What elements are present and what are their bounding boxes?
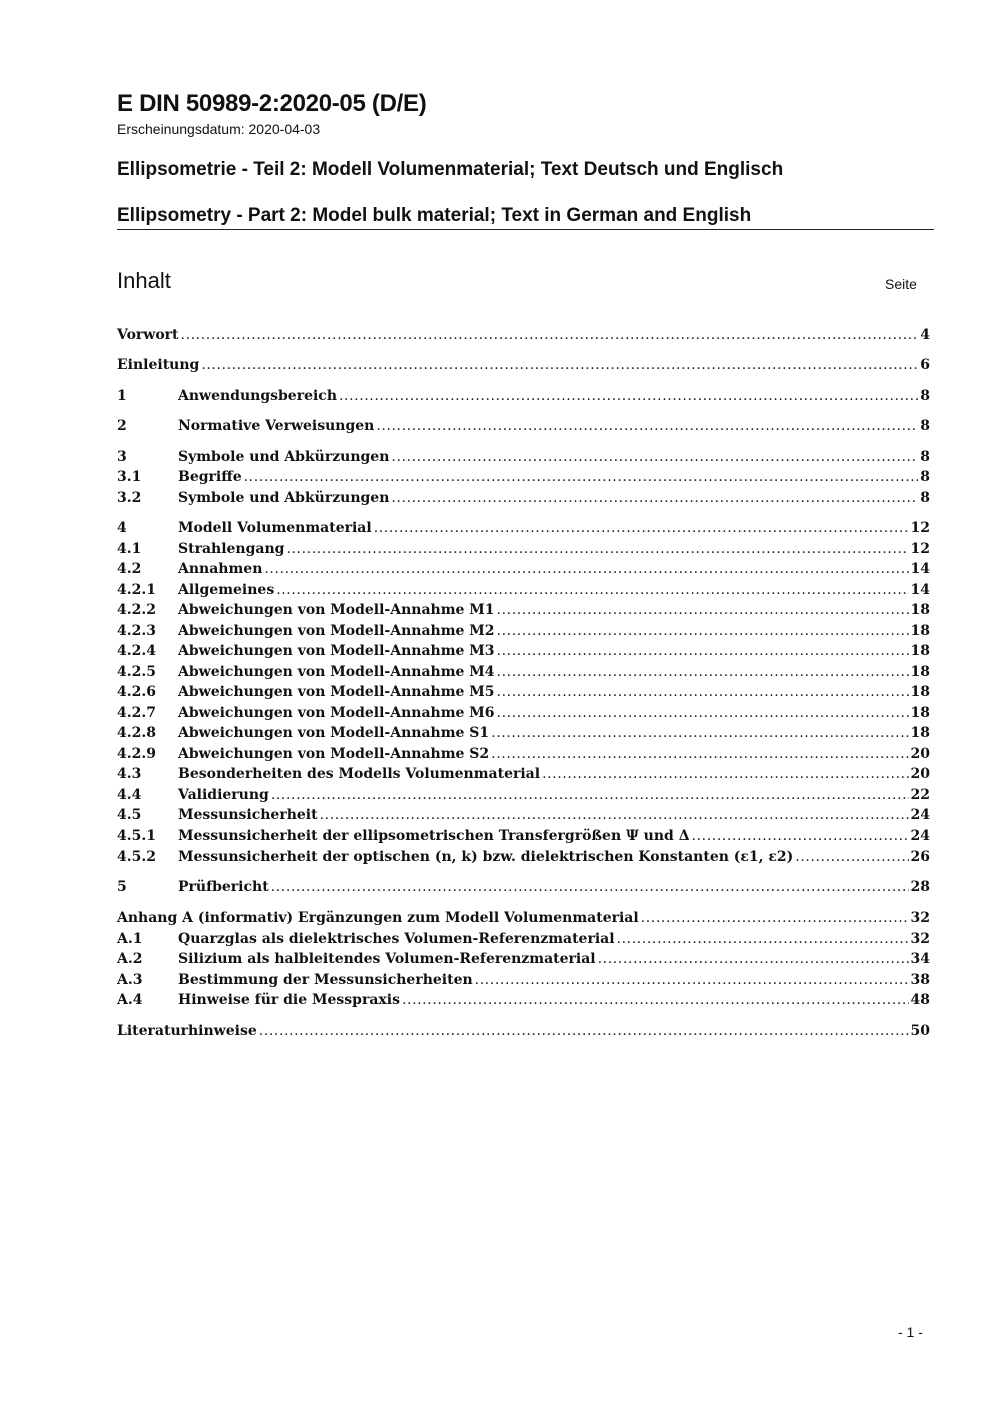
toc-entry-number: 4.2.8	[117, 725, 156, 741]
toc-dot-leader	[617, 929, 909, 949]
footer-page-number: - 1 -	[898, 1324, 923, 1340]
toc-entry-page: 14	[910, 561, 930, 577]
toc-dot-leader	[374, 518, 909, 538]
toc-entry-title: Strahlengang	[178, 541, 285, 557]
toc-entry-page: 32	[910, 931, 930, 947]
toc-entry-number: 4.2.4	[117, 643, 156, 659]
toc-dot-leader	[339, 386, 918, 406]
toc-entry-number: 4.2.5	[117, 664, 156, 680]
toc-entry-number: 2	[117, 418, 127, 434]
toc-entry-page: 14	[910, 582, 930, 598]
toc-entry[interactable]	[117, 467, 930, 487]
toc-entry-number: 4.2	[117, 561, 142, 577]
toc-dot-leader	[497, 703, 909, 723]
toc-entry-page: 4	[920, 327, 930, 343]
toc-entry[interactable]	[117, 1021, 930, 1041]
toc-dot-leader	[376, 416, 918, 436]
toc-entry-page: 8	[920, 388, 930, 404]
toc-entry-number: 3.1	[117, 469, 142, 485]
toc-entry[interactable]	[117, 826, 930, 846]
toc-entry-number: 4.2.1	[117, 582, 156, 598]
toc-dot-leader	[497, 682, 909, 702]
toc-dot-leader	[181, 325, 919, 345]
toc-entry[interactable]	[117, 949, 930, 969]
toc-entry-title: Symbole und Abkürzungen	[178, 449, 390, 465]
toc-entry-number: 4.5	[117, 807, 142, 823]
toc-entry-number: 4.1	[117, 541, 142, 557]
toc-entry-page: 24	[910, 828, 930, 844]
toc-entry[interactable]	[117, 847, 930, 867]
toc-entry[interactable]	[117, 559, 930, 579]
toc-entry[interactable]	[117, 518, 930, 538]
toc-entry-number: 4.5.2	[117, 849, 156, 865]
toc-entry-page: 8	[920, 418, 930, 434]
toc-entry-page: 32	[910, 910, 930, 926]
toc-entry[interactable]	[117, 641, 930, 661]
toc-dot-leader	[201, 355, 918, 375]
toc-entry-title: Anwendungsbereich	[178, 388, 337, 404]
toc-entry-number: 4.2.3	[117, 623, 156, 639]
toc-entry[interactable]	[117, 355, 930, 375]
document-id: E DIN 50989-2:2020-05 (D/E)	[117, 90, 427, 117]
toc-dot-leader	[497, 600, 909, 620]
toc-entry-number: 4	[117, 520, 127, 536]
toc-dot-leader	[271, 785, 909, 805]
toc-dot-leader	[497, 641, 909, 661]
toc-entry-title: Quarzglas als dielektrisches Volumen-Referenzmaterial	[178, 931, 615, 947]
toc-dot-leader	[497, 662, 909, 682]
toc-dot-leader	[641, 908, 909, 928]
toc-entry[interactable]	[117, 990, 930, 1010]
toc-entry-number: 4.2.9	[117, 746, 156, 762]
toc-entry[interactable]	[117, 764, 930, 784]
toc-entry-title: Begriffe	[178, 469, 242, 485]
toc-entry-number: 4.4	[117, 787, 142, 803]
toc-entry-page: 18	[910, 705, 930, 721]
toc-dot-leader	[497, 621, 909, 641]
toc-entry-title: Abweichungen von Modell-Annahme M6	[178, 705, 495, 721]
toc-entry[interactable]	[117, 621, 930, 641]
toc-entry-number: 4.5.1	[117, 828, 156, 844]
toc-entry-number: 5	[117, 879, 127, 895]
toc-entry-number: A.2	[117, 951, 143, 967]
toc-entry-title: Annahmen	[178, 561, 263, 577]
toc-entry-number: 4.2.7	[117, 705, 156, 721]
toc-entry[interactable]	[117, 386, 930, 406]
toc-entry-title: Abweichungen von Modell-Annahme M4	[178, 664, 495, 680]
toc-dot-leader	[244, 467, 919, 487]
toc-entry-title: Literaturhinweise	[117, 1023, 257, 1039]
toc-entry-page: 8	[920, 469, 930, 485]
toc-entry[interactable]	[117, 744, 930, 764]
toc-entry[interactable]	[117, 805, 930, 825]
toc-entry-page: 18	[910, 725, 930, 741]
toc-entry-number: 1	[117, 388, 127, 404]
toc-entry-page: 12	[910, 520, 930, 536]
toc-dot-leader	[276, 580, 908, 600]
toc-entry-title: Anhang A (informativ) Ergänzungen zum Modell Volumenmaterial	[117, 910, 639, 926]
toc-dot-leader	[692, 826, 909, 846]
toc-entry[interactable]	[117, 682, 930, 702]
toc-entry-title: Bestimmung der Messunsicherheiten	[178, 972, 473, 988]
toc-entry-number: 4.2.6	[117, 684, 156, 700]
toc-entry-title: Normative Verweisungen	[178, 418, 375, 434]
toc-entry-number: 4.2.2	[117, 602, 156, 618]
toc-entry[interactable]	[117, 325, 930, 345]
toc-entry-page: 20	[910, 746, 930, 762]
toc-entry[interactable]	[117, 539, 930, 559]
toc-page-label: Seite	[885, 276, 917, 292]
toc-entry[interactable]	[117, 488, 930, 508]
toc-entry[interactable]	[117, 703, 930, 723]
toc-dot-leader	[491, 723, 908, 743]
toc-entry-page: 24	[910, 807, 930, 823]
toc-dot-leader	[491, 744, 908, 764]
toc-entry-page: 38	[910, 972, 930, 988]
toc-entry[interactable]	[117, 447, 930, 467]
toc-entry-title: Messunsicherheit der ellipsometrischen Transfergrößen Ψ und Δ	[178, 828, 690, 844]
toc-entry[interactable]	[117, 580, 930, 600]
toc-entry-title: Einleitung	[117, 357, 200, 373]
header-divider	[117, 229, 934, 230]
toc-dot-leader	[475, 970, 909, 990]
toc-entry[interactable]	[117, 908, 930, 928]
toc-entry-title: Prüfbericht	[178, 879, 269, 895]
toc-dot-leader	[391, 447, 918, 467]
toc-entry-title: Modell Volumenmaterial	[178, 520, 372, 536]
toc-entry-page: 18	[910, 623, 930, 639]
toc-entry-page: 50	[910, 1023, 930, 1039]
toc-entry-title: Abweichungen von Modell-Annahme M5	[178, 684, 495, 700]
publication-date: Erscheinungsdatum: 2020-04-03	[117, 121, 321, 137]
toc-entry-page: 28	[910, 879, 930, 895]
toc-dot-leader	[286, 539, 908, 559]
toc-dot-leader	[264, 559, 908, 579]
toc-dot-leader	[402, 990, 909, 1010]
toc-entry-page: 18	[910, 664, 930, 680]
toc-entry-title: Hinweise für die Messpraxis	[178, 992, 400, 1008]
toc-entry-number: 3.2	[117, 490, 142, 506]
toc-entry-page: 18	[910, 602, 930, 618]
toc-entry-title: Silizium als halbleitendes Volumen-Referenzmaterial	[178, 951, 596, 967]
toc-entry-title: Abweichungen von Modell-Annahme S1	[178, 725, 490, 741]
toc-entry-page: 8	[920, 490, 930, 506]
toc-entry[interactable]	[117, 416, 930, 436]
toc-entry-page: 26	[910, 849, 930, 865]
toc-entry-title: Allgemeines	[178, 582, 275, 598]
toc-entry[interactable]	[117, 662, 930, 682]
toc-dot-leader	[598, 949, 909, 969]
toc-entry-title: Symbole und Abkürzungen	[178, 490, 390, 506]
toc-entry-page: 18	[910, 684, 930, 700]
toc-dot-leader	[391, 488, 918, 508]
toc-entry-page: 22	[910, 787, 930, 803]
title-german: Ellipsometrie - Teil 2: Modell Volumenmaterial; Text Deutsch und Englisch	[117, 159, 784, 180]
toc-entry[interactable]	[117, 970, 930, 990]
toc-entry-title: Vorwort	[117, 327, 179, 343]
toc-entry-page: 12	[910, 541, 930, 557]
toc-entry-title: Messunsicherheit	[178, 807, 318, 823]
toc-entry[interactable]	[117, 877, 930, 897]
toc-dot-leader	[320, 805, 909, 825]
toc-entry-number: A.3	[117, 972, 143, 988]
toc-entry[interactable]	[117, 723, 930, 743]
toc-entry-page: 18	[910, 643, 930, 659]
toc-entry[interactable]	[117, 785, 930, 805]
toc-entry-page: 34	[910, 951, 930, 967]
toc-heading: Inhalt	[117, 268, 171, 293]
toc-entry-title: Besonderheiten des Modells Volumenmaterial	[178, 766, 541, 782]
toc-entry-title: Validierung	[178, 787, 269, 803]
toc-entry-number: A.1	[117, 931, 143, 947]
toc-entry-title: Abweichungen von Modell-Annahme M3	[178, 643, 495, 659]
title-english: Ellipsometry - Part 2: Model bulk material; Text in German and English	[117, 205, 752, 226]
toc-entry-number: A.4	[117, 992, 143, 1008]
toc-entry-title: Abweichungen von Modell-Annahme S2	[178, 746, 490, 762]
toc-dot-leader	[795, 847, 908, 867]
toc-entry[interactable]	[117, 600, 930, 620]
toc-dot-leader	[259, 1021, 909, 1041]
toc-entry-page: 8	[920, 449, 930, 465]
toc-entry-title: Abweichungen von Modell-Annahme M2	[178, 623, 495, 639]
toc-dot-leader	[271, 877, 909, 897]
toc-entry-page: 20	[910, 766, 930, 782]
toc-entry-number: 4.3	[117, 766, 142, 782]
toc-entry[interactable]	[117, 929, 930, 949]
toc-entry-number: 3	[117, 449, 127, 465]
toc-entry-page: 6	[920, 357, 930, 373]
toc-dot-leader	[542, 764, 908, 784]
toc-entry-title: Messunsicherheit der optischen (n, k) bzw. dielektrischen Konstanten (ε1, ε2)	[178, 849, 794, 865]
toc-entry-title: Abweichungen von Modell-Annahme M1	[178, 602, 495, 618]
toc-entry-page: 48	[910, 992, 930, 1008]
